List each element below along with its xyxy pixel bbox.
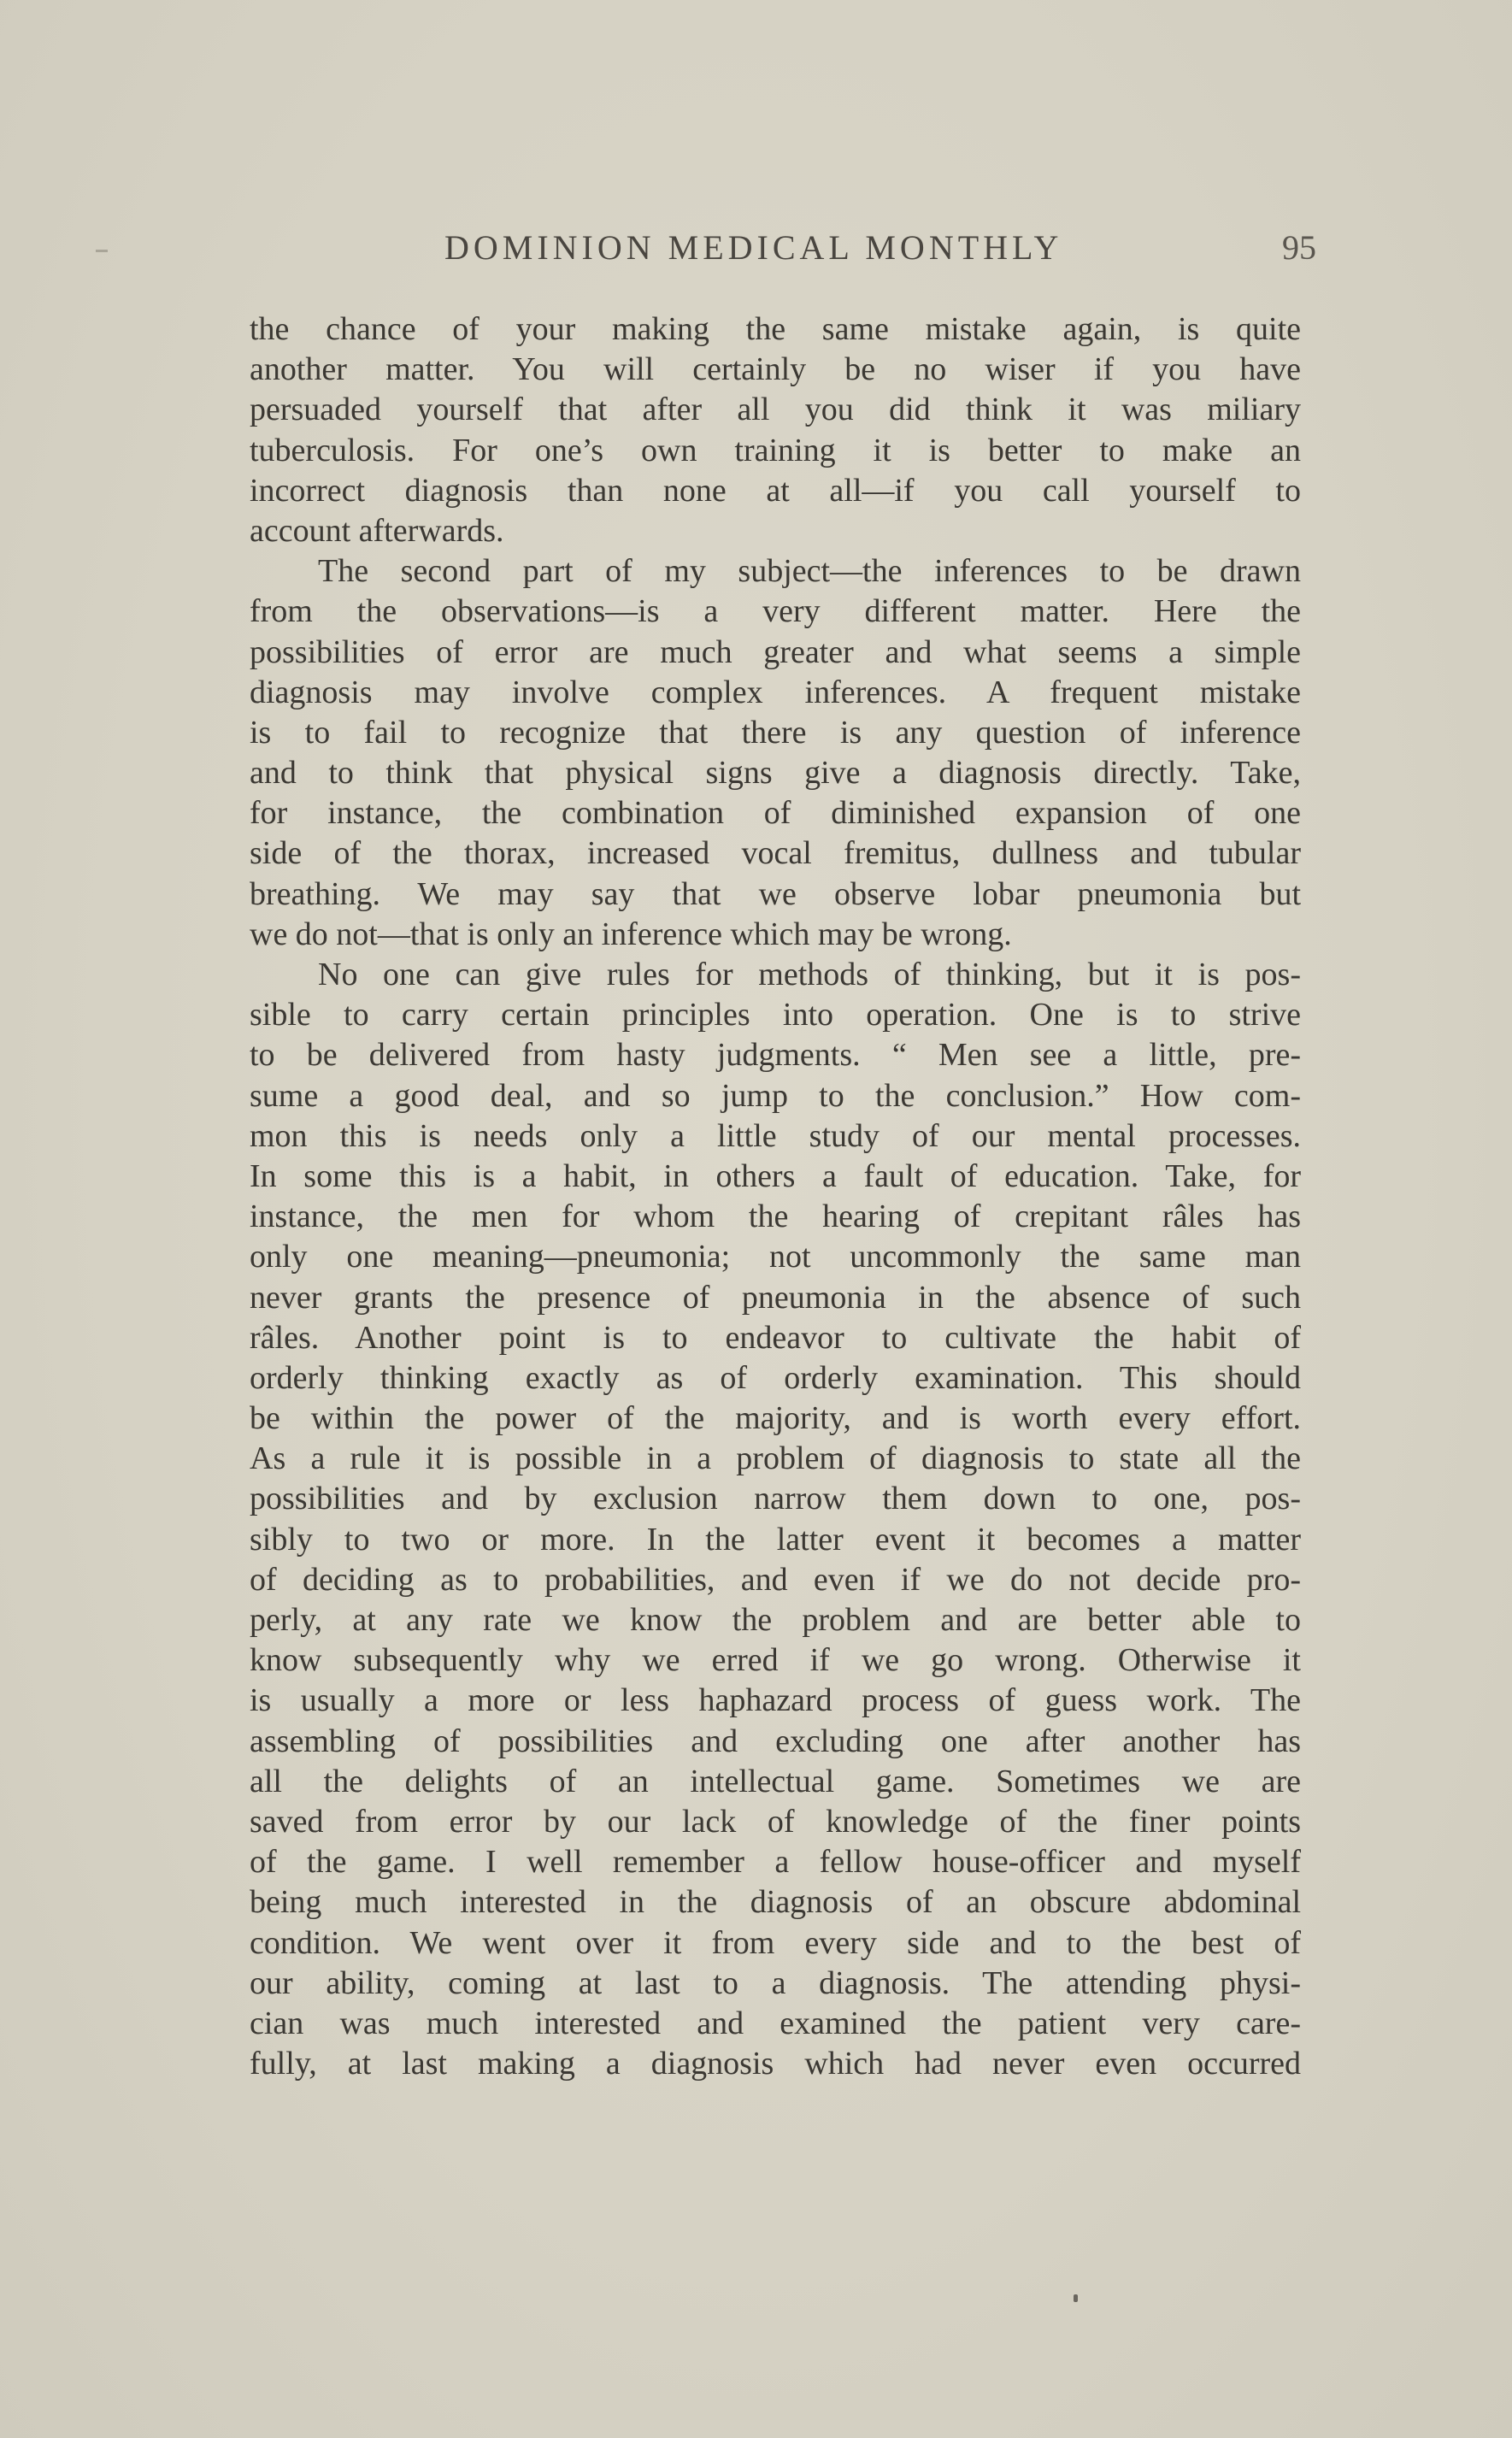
text-line: our ability, coming at last to a diagnosis. The attending physi- — [250, 1964, 1301, 2001]
text-line: orderly thinking exactly as of orderly examination. This should — [250, 1359, 1301, 1396]
text-line: The second part of my subject—the inferences to be drawn — [318, 553, 1301, 590]
text-line: No one can give rules for methods of thinking, but it is pos- — [318, 957, 1301, 992]
text-line: condition. We went over it from every side and to the best of — [250, 1924, 1301, 1961]
text-line: sume a good deal, and so jump to the conclusion.” How com- — [250, 1077, 1301, 1114]
text-line: the chance of your making the same mistake again, is quite — [250, 311, 1301, 347]
text-line: In some this is a habit, in others a fault of education. Take, for — [250, 1157, 1301, 1194]
text-line: sible to carry certain principles into operation. One is to strive — [250, 997, 1301, 1034]
text-line: sibly to two or more. In the latter event it becomes a matter — [250, 1521, 1301, 1558]
text-line: to be delivered from hasty judgments. “ Men see a little, pre- — [250, 1037, 1301, 1074]
text-line: of the game. I well remember a fellow house-officer and myself — [250, 1844, 1301, 1881]
body-text — [250, 309, 1301, 2084]
text-line: account afterwards. — [250, 512, 504, 549]
text-line: being much interested in the diagnosis of an obscure abdominal — [250, 1884, 1301, 1921]
text-line: As a rule it is possible in a problem of diagnosis to state all the — [250, 1440, 1301, 1477]
ink-speck — [1074, 2294, 1078, 2302]
text-line: persuaded yourself that after all you did think it was miliary — [250, 392, 1301, 428]
text-line: instance, the men for whom the hearing of crepitant râles has — [250, 1198, 1301, 1235]
text-line: only one meaning—pneumonia; not uncommonly the same man — [250, 1239, 1301, 1275]
text-line: side of the thorax, increased vocal fremitus, dullness and tubular — [250, 835, 1301, 872]
text-line: possibilities and by exclusion narrow them down to one, pos- — [250, 1481, 1301, 1517]
text-line: fully, at last making a diagnosis which had never even occurred — [250, 2046, 1301, 2082]
text-line: tuberculosis. For one’s own training it is better to make an — [250, 432, 1301, 468]
running-title: DOMINION MEDICAL MONTHLY — [444, 228, 1063, 267]
text-line: for instance, the combination of diminished expansion of one — [250, 795, 1301, 832]
text-line: mon this is needs only a little study of our mental processes. — [250, 1117, 1301, 1154]
text-line: breathing. We may say that we observe lobar pneumonia but — [250, 875, 1301, 912]
page-header — [248, 227, 1316, 279]
text-line: never grants the presence of pneumonia in the absence of such — [250, 1279, 1301, 1316]
text-line: all the delights of an intellectual game. Sometimes we are — [250, 1763, 1301, 1799]
text-line: from the observations—is a very different matter. Here the — [250, 593, 1301, 630]
margin-mark — [96, 250, 108, 252]
text-line: incorrect diagnosis than none at all—if you call yourself to — [250, 472, 1301, 509]
text-line: cian was much interested and examined the patient very care- — [250, 2005, 1301, 2041]
text-line: râles. Another point is to endeavor to cultivate the habit of — [250, 1319, 1301, 1356]
text-line: we do not—that is only an inference which may be wrong. — [250, 916, 1012, 952]
text-line: perly, at any rate we know the problem and are better able to — [250, 1602, 1301, 1638]
text-line: is to fail to recognize that there is any question of inference — [250, 714, 1301, 751]
text-line: possibilities of error are much greater and what seems a simple — [250, 633, 1301, 670]
text-line: is usually a more or less haphazard process of guess work. The — [250, 1682, 1301, 1719]
text-line: and to think that physical signs give a diagnosis directly. Take, — [250, 755, 1301, 792]
page-number: 95 — [1282, 228, 1316, 267]
text-line: diagnosis may involve complex inferences. A frequent mistake — [250, 674, 1301, 710]
text-line: another matter. You will certainly be no wiser if you have — [250, 351, 1301, 388]
text-line: be within the power of the majority, and is worth every effort. — [250, 1400, 1301, 1437]
text-line: know subsequently why we erred if we go wrong. Otherwise it — [250, 1642, 1301, 1679]
text-line: saved from error by our lack of knowledge of the finer points — [250, 1803, 1301, 1840]
text-line: assembling of possibilities and excluding one after another has — [250, 1722, 1301, 1759]
text-line: of deciding as to probabilities, and even if we do not decide pro- — [250, 1561, 1301, 1598]
